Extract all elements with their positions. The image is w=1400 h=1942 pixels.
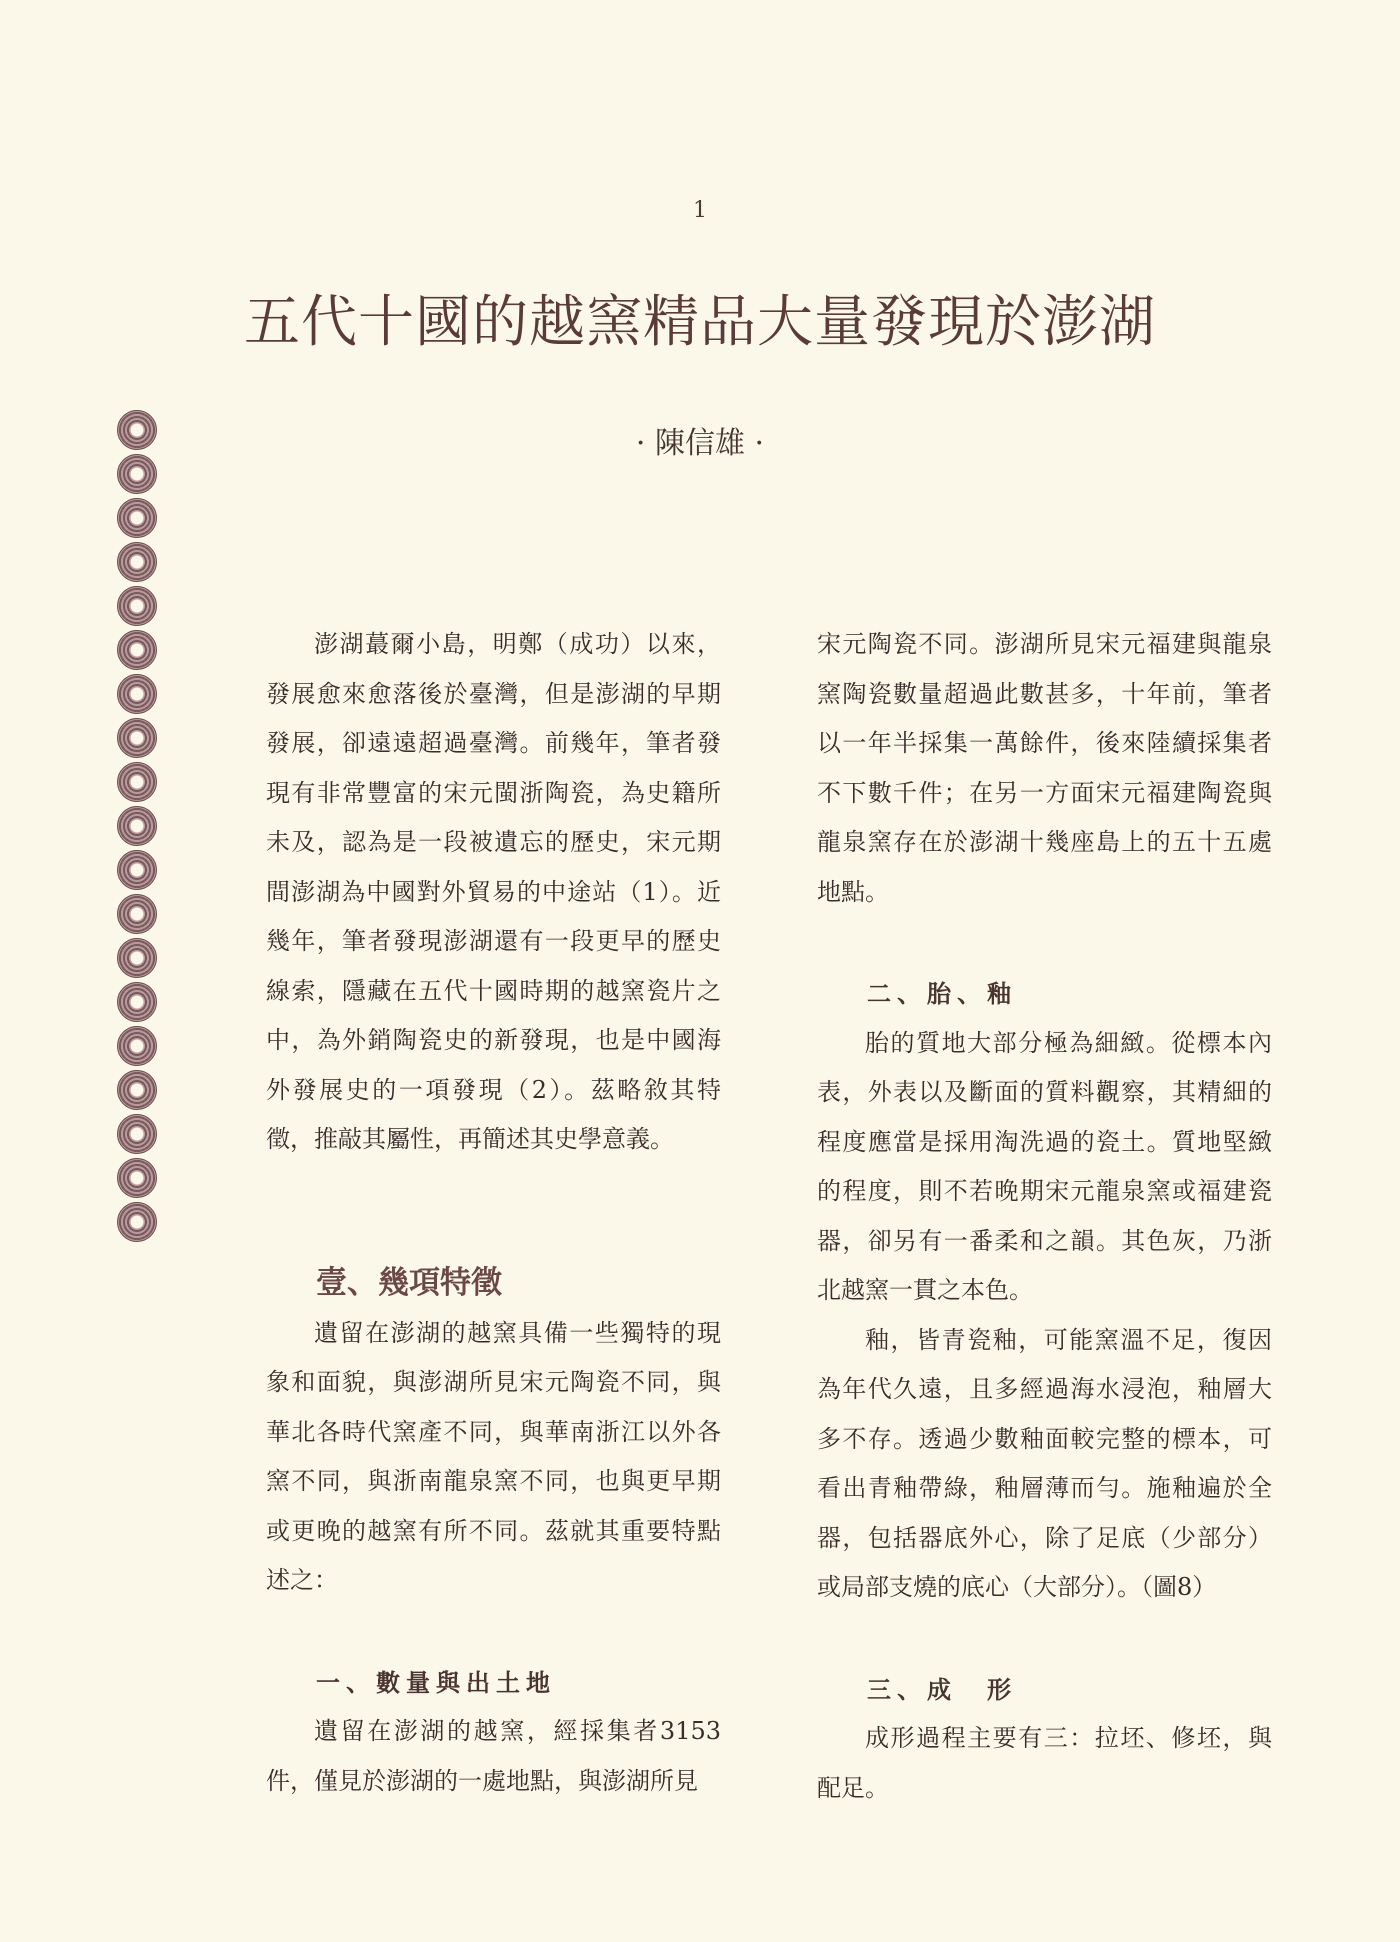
page-number: 1 [693,198,707,223]
seal-ornament-icon [117,850,157,890]
sub-heading-forming: 三、成 形 [867,1674,1017,1704]
seal-ornament-icon [117,806,157,846]
seal-ornament-icon [117,454,157,494]
seal-ornament-icon [117,894,157,934]
section-heading-features: 壹、幾項特徵 [316,1264,502,1301]
seal-ornament-icon [117,1114,157,1154]
seal-ornament-icon [117,982,157,1022]
intro-paragraph: 澎湖蕞爾小島，明鄭（成功）以來，發展愈來愈落後於臺灣，但是澎湖的早期發展，卻遠遠超過臺灣。前幾年，筆者發現有非常豐富的宋元閩浙陶瓷，為史籍所未及，認為是一段被遺忘的歷史，宋元期間澎湖為中國對外貿易的中途站（1）。近幾年，筆者發現澎湖還有一段更早的歷史線索，隱藏在五代十國時期的越窯瓷片之中，為外銷陶瓷史的新發現，也是中國海外發展史的一項發現（2）。茲略敘其特徵，推敲其屬性，再簡述其史學意義。 [266,630,721,1153]
continued-paragraph: 宋元陶瓷不同。澎湖所見宋元福建與龍泉窯陶瓷數量超過此數甚多，十年前，筆者以一年半採集一萬餘件，後來陸續採集者不下數千件；在另一方面宋元福建陶瓷與龍泉窯存在於澎湖十幾座島上的五十五處地點。 [817,630,1272,906]
glaze-paragraph: 釉，皆青瓷釉，可能窯溫不足，復因為年代久遠，且多經過海水浸泡，釉層大多不存。透過少數釉面較完整的標本，可看出青釉帶綠，釉層薄而勻。施釉遍於全器，包括器底外心，除了足底（少部分）或局部支燒的底心（大部分）。（圖8） [817,1325,1272,1601]
seal-ornament-icon [117,1026,157,1066]
seal-ornament-icon [117,762,157,802]
left-column [266,620,721,1806]
right-column [817,620,1272,1813]
seal-ornament-icon [117,630,157,670]
sub-heading-body-glaze: 二、胎、釉 [867,979,1017,1008]
author-byline: · 陳信雄 · [635,426,765,461]
seal-ornament-icon [117,586,157,626]
seal-ornament-icon [117,674,157,714]
seal-ornament-icon [117,542,157,582]
section-paragraph: 遺留在澎湖的越窯具備一些獨特的現象和面貌，與澎湖所見宋元陶瓷不同，與華北各時代窯產不同，與華南浙江以外各窯不同，與浙南龍泉窯不同，也與更早期或更晚的越窯有所不同。茲就其重要特點述之： [266,1318,721,1594]
sub-heading-quantity: 一、數量與出土地 [316,1667,556,1697]
quantity-paragraph: 遺留在澎湖的越窯，經採集者3153件，僅見於澎湖的一處地點，與澎湖所見 [266,1717,721,1795]
seal-ornament-icon [117,410,157,450]
seal-ornament-icon [117,1202,157,1242]
body-paragraph: 胎的質地大部分極為細緻。從標本內表，外表以及斷面的質料觀察，其精細的程度應當是採用淘洗過的瓷土。質地堅緻的程度，則不若晚期宋元龍泉窯或福建瓷器，卻另有一番柔和之韻。其色灰，乃浙北越窯一貫之本色。 [817,1028,1272,1304]
decorative-seal-strip [117,410,157,1246]
seal-ornament-icon [117,498,157,538]
seal-ornament-icon [117,1158,157,1198]
seal-ornament-icon [117,718,157,758]
page-title: 五代十國的越窯精品大量發現於澎湖 [244,290,1156,355]
seal-ornament-icon [117,1070,157,1110]
forming-paragraph: 成形過程主要有三：拉坯、修坯，與配足。 [817,1724,1272,1802]
seal-ornament-icon [117,938,157,978]
